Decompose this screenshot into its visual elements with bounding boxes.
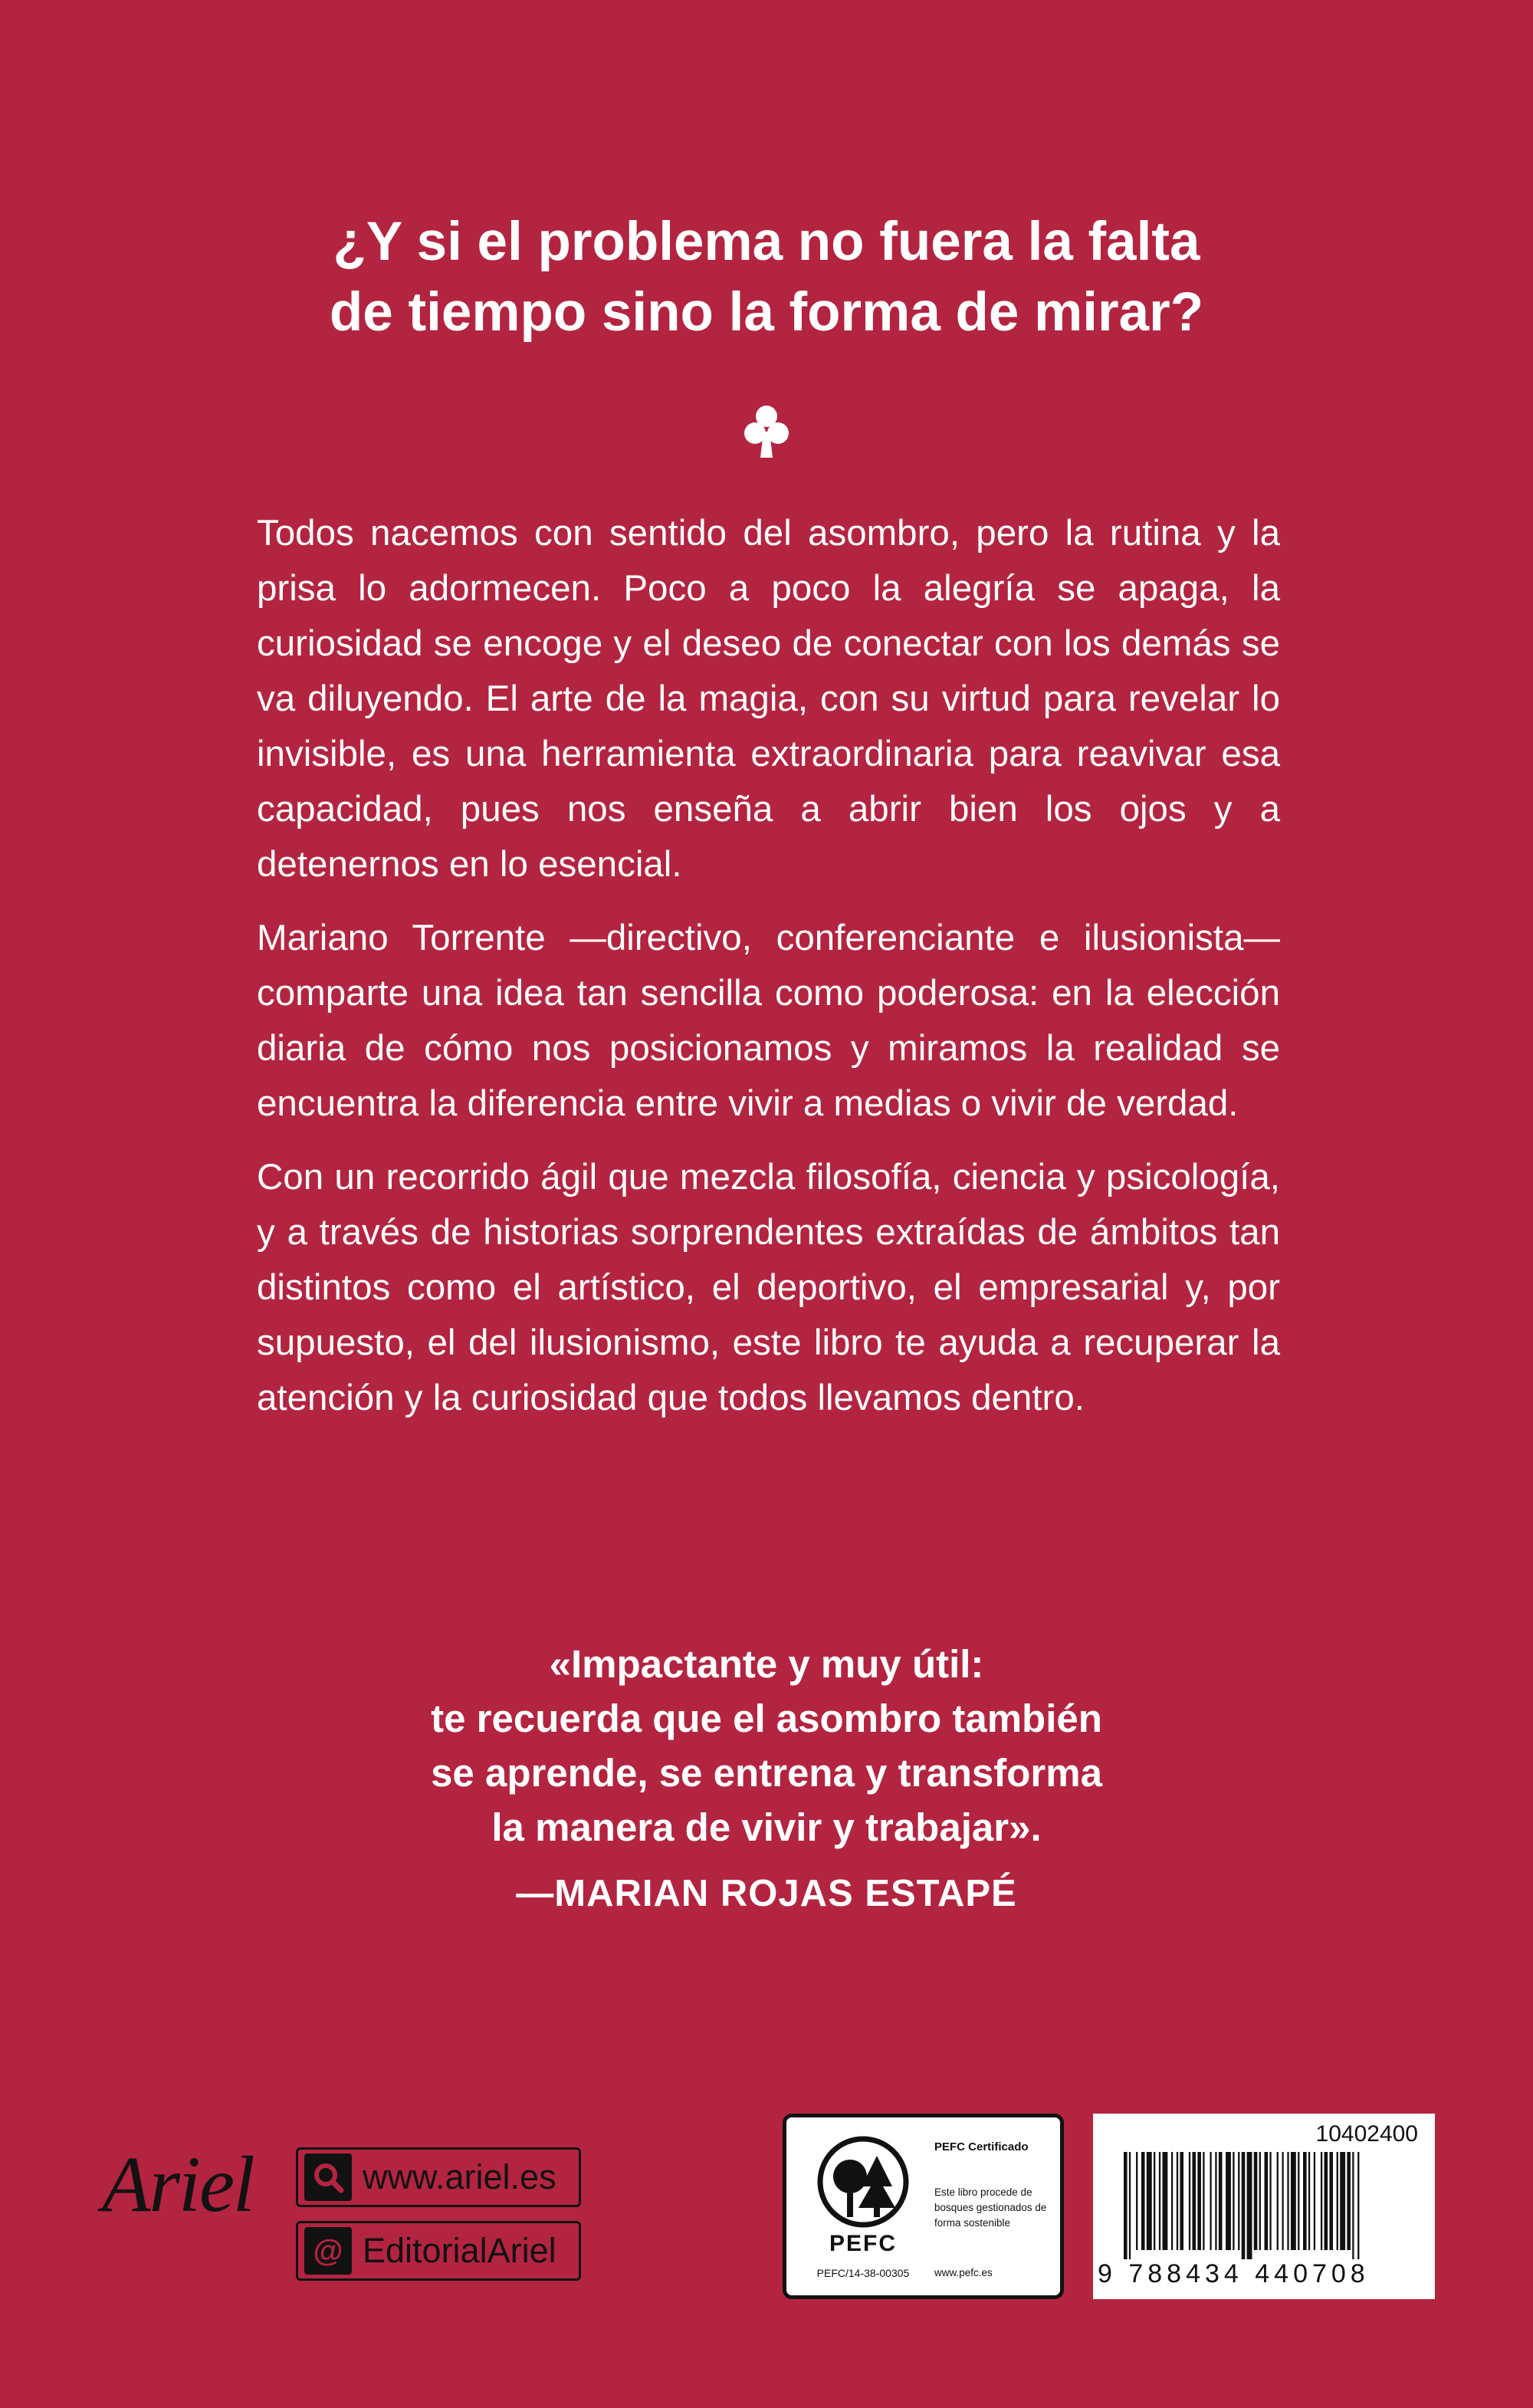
barcode-bar — [1197, 2152, 1201, 2250]
isbn-digits: 9 788434 440708 — [1098, 2259, 1370, 2288]
pefc-tree-icon — [816, 2134, 911, 2230]
barcode-bar — [1340, 2152, 1345, 2250]
barcode-bar — [1298, 2152, 1299, 2250]
headline-line-1: ¿Y si el problema no fuera la falta — [333, 212, 1200, 272]
barcode — [1093, 2114, 1435, 2299]
barcode-bar — [1287, 2152, 1288, 2250]
barcode-bar — [1325, 2152, 1328, 2250]
barcode-bar — [1265, 2152, 1269, 2250]
barcode-bar — [1357, 2152, 1359, 2259]
barcode-bar — [1282, 2152, 1283, 2250]
quote-line-4: la manera de vivir y trabajar». — [491, 1805, 1042, 1849]
barcode-bars — [1124, 2152, 1423, 2259]
barcode-bar — [1141, 2152, 1145, 2250]
barcode-bar — [1352, 2152, 1354, 2259]
club-suit-icon — [744, 402, 789, 460]
search-icon — [304, 2153, 352, 2201]
website-url: www.ariel.es — [363, 2157, 556, 2196]
barcode-bar — [1337, 2152, 1338, 2250]
quote-author: —MARIAN ROJAS ESTAPÉ — [516, 1873, 1017, 1914]
barcode-bar — [1154, 2152, 1155, 2250]
barcode-bar — [1308, 2152, 1310, 2250]
barcode-bar — [1171, 2152, 1173, 2250]
barcode-bar — [1124, 2152, 1128, 2259]
barcode-bar — [1254, 2152, 1258, 2250]
barcode-bar — [1136, 2152, 1137, 2250]
pefc-url: www.pefc.es — [934, 2267, 993, 2278]
social-handle-link[interactable] — [296, 2221, 581, 2281]
barcode-bar — [1177, 2152, 1178, 2250]
at-icon — [304, 2227, 352, 2275]
barcode-bar — [1147, 2152, 1152, 2250]
quote-line-1: «Impactante y muy útil: — [549, 1642, 984, 1686]
pefc-label: PEFC — [829, 2231, 897, 2256]
barcode-bar — [1189, 2152, 1190, 2250]
headline — [153, 207, 1380, 348]
headline-line-2: de tiempo sino la forma de mirar? — [329, 282, 1204, 343]
pefc-title: PEFC Certificado — [934, 2140, 1029, 2153]
blurb-paragraph-3: Con un recorrido ágil que mezcla filosofía, ciencia y psicología, y a través de historias sorprendentes extraídas de ámbitos tan distintos como el artístico, el deportivo, el empresarial y, por supuesto, el del ilusionismo, este libro te ayuda a recuperar la atención y la curiosidad que todos llevamos dentro. — [257, 1157, 1280, 1418]
social-handle: EditorialAriel — [363, 2231, 556, 2270]
barcode-bar — [1233, 2152, 1234, 2250]
barcode-bar — [1203, 2152, 1204, 2250]
barcode-bar — [1162, 2152, 1167, 2250]
blurb — [257, 506, 1280, 1444]
barcode-bar — [1210, 2152, 1211, 2250]
barcode-bar — [1238, 2152, 1239, 2250]
blurb-paragraph-1: Todos nacemos con sentido del asombro, pero la rutina y la prisa lo adormecen. Poco a poco la alegría se apaga, la curiosidad se encoge y el deseo de conectar con los demás se va diluyendo. El arte de la magia, con su virtud para revelar lo invisible, es una herramienta extraordinaria para reavivar esa capacidad, pues nos enseña a abrir bien los ojos y a detenernos en lo esencial. — [257, 513, 1280, 885]
barcode-bar — [1269, 2152, 1271, 2250]
barcode-bar — [1314, 2152, 1315, 2250]
barcode-bar — [1321, 2152, 1322, 2250]
blurb-paragraph-2: Mariano Torrente —directivo, conferenciante e ilusionista— comparte una idea tan sencilla como poderosa: en la elección diaria de cómo nos posicionamos y miramos la realidad se encuentra la diferencia entre vivir a medias o vivir de verdad. — [257, 918, 1280, 1124]
barcode-bar — [1247, 2152, 1252, 2259]
publisher-logo: Ariel — [102, 2140, 254, 2229]
quote-line-2: te recuerda que el asombro también — [431, 1697, 1102, 1740]
svg-text:@: @ — [313, 2234, 343, 2268]
barcode-bar — [1129, 2152, 1131, 2259]
barcode-bar — [1291, 2152, 1296, 2250]
barcode-bar — [1329, 2152, 1333, 2250]
barcode-bar — [1277, 2152, 1279, 2250]
barcode-bar — [1242, 2152, 1246, 2259]
barcode-bar — [1226, 2152, 1231, 2250]
barcode-bar — [1159, 2152, 1160, 2250]
barcode-bar — [1219, 2152, 1223, 2250]
quote-line-3: se aprende, se entrena y transforma — [431, 1751, 1102, 1795]
barcode-bar — [1180, 2152, 1183, 2250]
product-code: 10402400 — [1315, 2121, 1418, 2147]
pefc-certification-box — [783, 2114, 1064, 2299]
barcode-bar — [1303, 2152, 1307, 2250]
barcode-bar — [1259, 2152, 1261, 2250]
website-link[interactable] — [296, 2147, 581, 2207]
barcode-bar — [1347, 2152, 1351, 2250]
pefc-code: PEFC/14-38-00305 — [816, 2267, 910, 2279]
pefc-description: Este libro procede de bosques gestionados de forma sostenible — [934, 2186, 1047, 2229]
barcode-bar — [1215, 2152, 1216, 2250]
barcode-bar — [1192, 2152, 1196, 2250]
testimonial-quote — [230, 1637, 1303, 1854]
